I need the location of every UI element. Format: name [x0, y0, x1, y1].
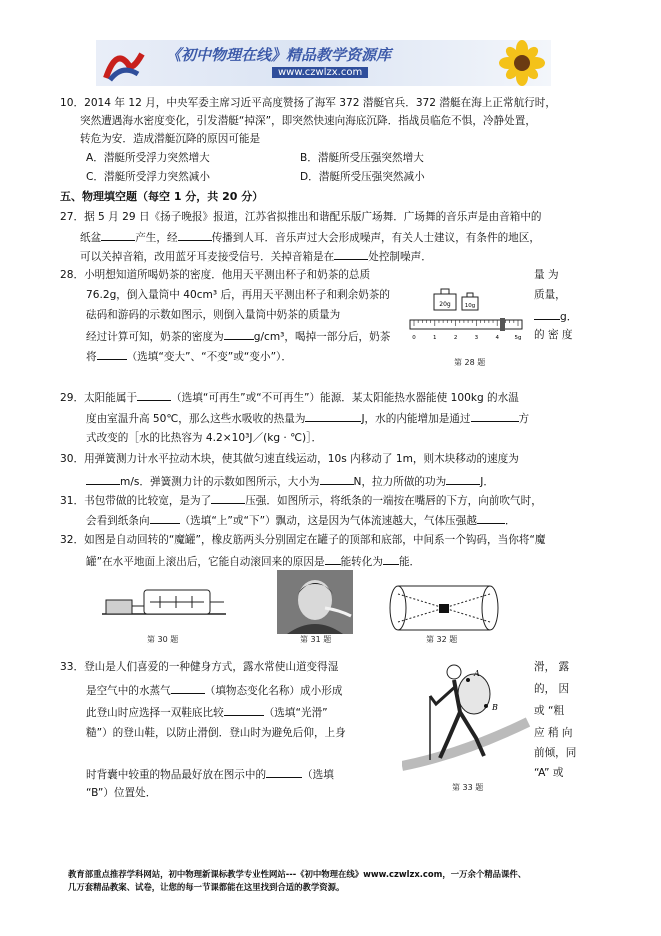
q30-text-a: m/s．弹簧测力计的示数如图所示，大小为 [120, 476, 320, 488]
q29-line2 [86, 410, 529, 426]
q28-line1-right: 量 为 [534, 269, 559, 281]
q32-text-b: 能转化为 [340, 556, 383, 568]
q27-text-d: 可以关掉音箱，改用蓝牙耳麦接受信号．关掉音箱是在 [80, 251, 335, 263]
q28-text-a: 经过计算可知，奶茶的密度为 [86, 331, 224, 343]
q28-line3-right [534, 308, 577, 324]
q29-text-e: 方 [518, 413, 530, 425]
sunflower-icon [492, 40, 551, 86]
answer-blank[interactable] [325, 553, 341, 565]
q27-line3 [80, 248, 432, 264]
scale-number: 1 [433, 335, 437, 341]
figure-32-magic-can [388, 582, 500, 634]
hook-weight [439, 604, 449, 613]
q31-text-d: （选填“上”或“下”）飘动，这是因为气体流速越大，气体压强越 [179, 515, 477, 527]
q33-line6 [86, 766, 334, 782]
q33-line4-right: 应 稍 向 [534, 727, 573, 739]
q32-text-a: 罐”在水平地面上滚出后，它能自动滚回来的原因是 [86, 556, 325, 568]
figure-30-spring-scale [100, 580, 228, 620]
q31-line2 [86, 512, 516, 528]
q27-text-a: 纸盆 [80, 232, 102, 244]
answer-blank[interactable] [171, 682, 205, 694]
q10-option-d: D．潜艇所受压强突然减小 [300, 171, 425, 183]
weight-10g [462, 293, 478, 310]
q28-line5 [86, 348, 292, 364]
wooden-block [106, 600, 132, 614]
rider-scale [410, 318, 522, 341]
answer-blank[interactable] [334, 248, 368, 260]
answer-blank[interactable] [305, 410, 361, 422]
figure-30-caption: 第 30 题 [147, 635, 179, 644]
q32-line2 [86, 553, 420, 569]
q32-text-c: 能． [398, 556, 421, 568]
answer-blank[interactable] [224, 328, 254, 340]
q30-line2 [86, 473, 494, 489]
q33-line3 [86, 704, 328, 720]
q33-line2-right: 的， 因 [534, 683, 570, 695]
banner-title: 《初中物理在线》精品教学资源库 [166, 46, 392, 64]
answer-blank[interactable] [97, 348, 127, 360]
q33-line6-right: “A” 或 [534, 767, 564, 779]
weight-20g [434, 289, 456, 310]
answer-blank[interactable] [150, 512, 180, 524]
q28-line2: 76.2g，倒入量筒中 40cm³ 后，再用天平测出杯子和剩余奶茶的 [86, 289, 390, 301]
footer-line1: 教育部重点推荐学科网站，初中物理新课标教学专业性网站---《初中物理在线》www.czwlzx.com，一万余个精品课件、 [68, 869, 527, 879]
q33-text-f: （选填 [302, 769, 334, 781]
q28-text-b: g/cm³，喝掉一部分后，奶茶 [253, 331, 391, 343]
q30-line1: 30．用弹簧测力计水平拉动木块，使其做匀速直线运动，10s 内移动了 1m，则木块移动的速度为 [60, 453, 519, 465]
q29-text-c: 度由室温升高 50℃，那么这些水吸收的热量为 [86, 413, 306, 425]
label-a: A [474, 669, 480, 678]
figure-32-caption: 第 32 题 [426, 635, 458, 644]
figure-33-caption: 第 33 题 [452, 783, 484, 792]
figure-28-balance-readout [404, 286, 530, 342]
q28-line2-right: 质量， [534, 289, 566, 301]
q33-line2 [86, 682, 342, 698]
q33-text-b: （填物态变化名称）成小形成 [204, 685, 343, 697]
answer-blank[interactable] [224, 704, 264, 716]
q28-line4 [86, 328, 390, 344]
slope [402, 722, 528, 766]
q33-line5-right: 前倾，同 [534, 747, 577, 759]
q33-line3-right: 或 “粗 [534, 705, 565, 717]
q10-line2: 突然遭遇海水密度变化，引发潜艇“掉深”，即突然快速向海底沉降．指战员临危不惧，冷静处置， [80, 115, 536, 127]
q29-text-d: J，水的内能增加是通过 [361, 413, 471, 425]
q30-text-b: N，拉力所做的功为 [353, 476, 447, 488]
q33-text-a: 是空气中的水蒸气 [86, 685, 171, 697]
logo-icon [102, 44, 146, 82]
svg-text:10g: 10g [464, 303, 476, 309]
q28-line4-right: 的 密 度 [534, 329, 573, 341]
q33-line1-right: 滑， 露 [534, 661, 570, 673]
q27-text-e: 处控制噪声． [368, 251, 432, 263]
answer-blank[interactable] [383, 553, 399, 565]
label-b: B [492, 703, 498, 712]
q32-line1: 32．如图是自动回转的“魔罐”，橡皮筋两头分别固定在罐子的顶部和底部，中间系一个钩码，当你将“魔 [60, 534, 546, 546]
answer-blank[interactable] [101, 229, 135, 241]
section-heading: 五、物理填空题（每空 1 分，共 20 分） [60, 190, 264, 203]
q31-text-c: 会看到纸条向 [86, 515, 150, 527]
header-banner [96, 40, 551, 86]
q29-line3: 式改变的［水的比热容为 4.2×10³J／(kg · ℃)］． [86, 432, 323, 444]
scale-number: 2 [453, 335, 458, 341]
answer-blank[interactable] [320, 473, 354, 485]
q27-text-b: 产生，经 [135, 232, 178, 244]
figure-33-hiker [402, 656, 530, 780]
scale-number: 4 [495, 335, 499, 341]
q29-line1 [60, 389, 519, 405]
q33-line7: “B”）位置处． [86, 787, 157, 799]
q33-text-c: 此登山时应选择一双鞋底比较 [86, 707, 224, 719]
rider [500, 318, 505, 331]
q31-text-b: 压强．如图所示，将纸条的一端按在嘴唇的下方，向前吹气时， [245, 495, 542, 507]
q30-text-c: J． [480, 476, 494, 488]
q10-line1: 10．2014 年 12 月，中央军委主席习近平高度赞扬了海军 372 潜艇官兵．372 潜艇在海上正常航行时， [60, 97, 556, 109]
q28-text-d: （选填“变大”、“不变”或“变小”）． [126, 351, 292, 363]
q33-text-e: 时背囊中较重的物品最好放在图示中的 [86, 769, 267, 781]
answer-blank[interactable] [534, 308, 560, 320]
answer-blank[interactable] [211, 492, 245, 504]
q27-line1: 27．据 5 月 29 日《扬子晚报》报道，江苏省拟推出和谐配乐版广场舞．广场舞的音乐声是由音箱中的 [60, 211, 542, 223]
q29-text-b: （选填“可再生”或“不可再生”）能源．某太阳能热水器能使 100kg 的水温 [171, 392, 519, 404]
answer-blank[interactable] [477, 512, 505, 524]
answer-blank[interactable] [446, 473, 480, 485]
figure-28-caption: 第 28 题 [454, 358, 486, 367]
figure-31-caption: 第 31 题 [300, 635, 332, 644]
q33-line4: 糙”）的登山鞋，以防止滑倒．登山时为避免后仰，上身 [86, 727, 346, 739]
answer-blank[interactable] [471, 410, 519, 422]
answer-blank[interactable] [178, 229, 212, 241]
scale-number: 3 [474, 335, 479, 341]
figure-31-photo [277, 570, 353, 634]
q10-option-c: C．潜艇所受浮力突然减小 [86, 171, 210, 183]
q10-option-b: B．潜艇所受压强突然增大 [300, 152, 424, 164]
q33-text-d: （选填“光滑” [263, 707, 328, 719]
q31-line1 [60, 492, 542, 508]
q10-option-a: A．潜艇所受浮力突然增大 [86, 152, 210, 164]
scale-number: 5g [514, 335, 522, 341]
answer-blank[interactable] [266, 766, 302, 778]
q28-text-c: 将 [86, 351, 97, 363]
q10-line3: 转危为安．造成潜艇沉降的原因可能是 [80, 133, 261, 145]
backpack [458, 674, 490, 714]
answer-blank[interactable] [137, 389, 171, 401]
banner-url: www.czwlzx.com [272, 67, 368, 78]
footer-line2: 几万套精品教案、试卷，让您的每一节课都能在这里找到合适的教学资源。 [68, 882, 345, 892]
q31-text-e: ． [504, 515, 516, 527]
unit-g: g． [560, 311, 578, 323]
answer-blank[interactable] [86, 473, 120, 485]
q33-line1: 33．登山是人们喜爱的一种健身方式，露水常使山道变得湿 [60, 661, 339, 673]
q28-line3: 砝码和游码的示数如图示，则倒入量筒中奶茶的质量为 [86, 309, 341, 321]
q28-line1: 28．小明想知道所喝奶茶的密度．他用天平测出杯子和奶茶的总质 [60, 269, 371, 281]
q27-line2 [80, 229, 540, 245]
q29-text-a: 29．太阳能属于 [60, 392, 138, 404]
scale-number: 0 [412, 335, 416, 341]
q31-text-a: 31．书包带做的比较宽，是为了 [60, 495, 212, 507]
svg-text:20g: 20g [439, 301, 451, 308]
q27-text-c: 传播到人耳．音乐声过大会形成噪声，有关人士建议，有条件的地区， [211, 232, 540, 244]
